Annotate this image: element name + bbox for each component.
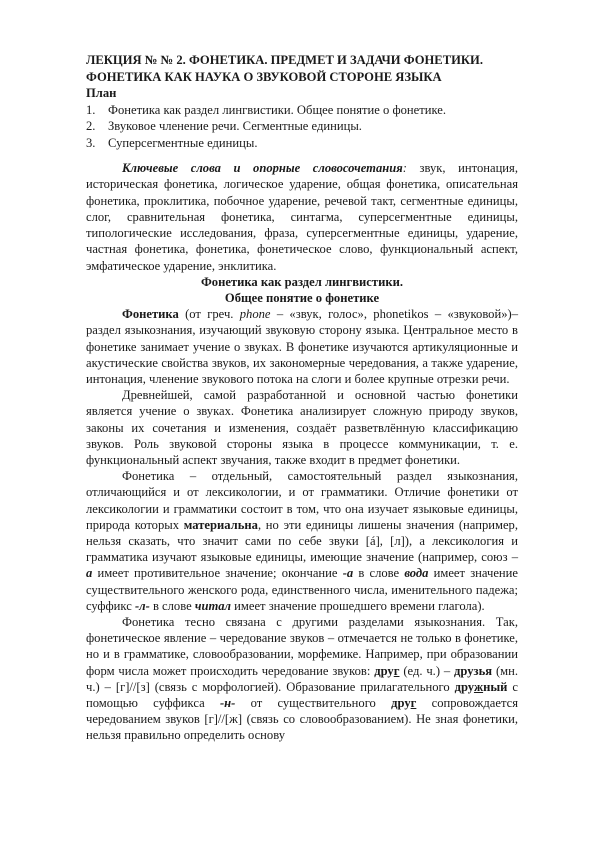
lecture-title-line1: ЛЕКЦИЯ № № 2. ФОНЕТИКА. ПРЕДМЕТ И ЗАДАЧИ ФОНЕТИКИ.: [86, 53, 483, 67]
text-run: (мн. ч.) – [г]//[з] (связь с морфологией). Образование прилагательного: [86, 663, 518, 694]
example-suffix-n: -н-: [219, 695, 236, 710]
example-word-chital: читал: [194, 598, 231, 613]
word-part: ный: [483, 679, 508, 694]
plan-heading: План: [86, 86, 117, 100]
plan-item: [86, 135, 518, 152]
spacer: [86, 151, 518, 160]
word-part: дру: [391, 695, 411, 710]
plan-item-text: Звуковое членение речи. Сегментные единицы.: [108, 119, 362, 134]
example-ending: -а: [342, 566, 354, 581]
text-run: имеет противительное значение; окончание: [92, 566, 343, 581]
example-word-voda: вода: [404, 566, 429, 581]
text-run: имеет значение прошедшего времени глагола).: [231, 598, 485, 613]
plan-item: [86, 102, 518, 119]
document-content: [86, 52, 518, 744]
example-suffix: -л-: [134, 598, 150, 613]
text-run: сопровождается чередованием звуков [г]//[ж] (связь со словообразованием). Не зная фонетики, нельзя правильно определить основу: [86, 695, 518, 743]
text-run: от существительного: [235, 695, 392, 710]
plan-item-number: 2.: [86, 119, 96, 134]
plan-item-text: Суперсегментные единицы.: [108, 135, 258, 150]
text-run: (ед. ч.) –: [399, 663, 455, 678]
word-part-underlined: г: [410, 695, 417, 710]
example-word-druzhny: [455, 680, 508, 694]
text-run: (от греч.: [178, 307, 240, 322]
word-part: дру: [374, 663, 394, 678]
lecture-title-line2: ФОНЕТИКА КАК НАУКА О ЗВУКОВОЙ СТОРОНЕ ЯЗЫКА: [86, 69, 442, 84]
plan-item-number: 3.: [86, 135, 96, 150]
plan-item: [86, 118, 518, 135]
plan-list: [86, 102, 518, 152]
term-phone: phone: [239, 307, 271, 322]
example-word-druzya: друзья: [454, 663, 493, 678]
keywords-text: звук, интонация, историческая фонетика, логическое ударение, общая фонетика, описательная фонетика, проклитика, побочное ударение, речевой такт, сегментные единицы, слог, сравнительная фонетика, синтагма, суперсегментные единицы, типологические исследования, фраза, суперсегментные единицы, ударение, частная фонетика, фонетика, фонетическое слово, функциональный аспект, эмфатическое ударение, энклитика.: [86, 161, 518, 273]
keywords-colon: :: [402, 161, 407, 176]
word-part-underlined: ж: [473, 679, 484, 694]
plan-item-text: Фонетика как раздел лингвистики. Общее понятие о фонетике.: [108, 102, 447, 117]
section-heading: Фонетика как раздел лингвистики.: [200, 274, 404, 289]
subsection-heading: Общее понятие о фонетике: [224, 290, 380, 305]
paragraph-phonetics-definition: [86, 306, 518, 387]
text-run: имеет значение существительного женского рода, единственного числа, именительного падежа; суффикс: [86, 566, 518, 613]
text-run: – «звук, голос», phonetikos – «звуковой»)– раздел языкознания, изучающий звуковую сторону языка. Центральное место в фонетике занимает учение о звуках. В фонетике изучаются артикуляционные и акустические свойства звуков, их закономерные чередования, а также ударение, интонация, членение звукового потока на слоги и более крупные отрезки речи.: [86, 307, 519, 386]
paragraph-sound-study: Древнейшей, самой разработанной и основной частью фонетики является учение о звуках. Фонетика анализирует сложную природу звуков, законы их сочетания и изменения, создаёт разветвлённую классификацию звуков. Роль звуковой стороны языка в процессе коммуникации, т. е. функциональный аспект звучания, также входит в предмет фонетики.: [86, 388, 518, 467]
paragraph-phonetics-relations: [86, 614, 518, 744]
example-conjunction: а: [86, 566, 93, 581]
keywords-paragraph: [86, 160, 518, 273]
text-run: Фонетика – отдельный, самостоятельный раздел языкознания, отличающийся и от лексикологии, и от грамматики. Отличие фонетики от лексикологии и грамматики состоит в том, что она изучает языковые единицы, природа которых: [86, 469, 518, 532]
text-run: в слове: [149, 598, 195, 613]
word-part-underlined: г: [393, 663, 400, 678]
keywords-lead: Ключевые слова и опорные словосочетания: [122, 161, 403, 176]
plan-item-number: 1.: [86, 102, 96, 117]
text-run: , но эти единицы лишены значения (например, нельзя сказать, что значит сами по себе звуки [á], [л]), а лексикология и грамматика изучают языковые единицы, имеющие значение (например, союз –: [86, 517, 518, 565]
example-word-drug-2: [391, 696, 416, 710]
term-phonetics: Фонетика: [122, 307, 179, 322]
example-word-drug: [374, 664, 399, 678]
text-run: с помощью суффикса: [86, 679, 518, 710]
word-part: дру: [454, 679, 474, 694]
text-run: в слове: [353, 566, 405, 581]
text-run: Фонетика тесно связана с другими разделами языкознания. Так, фонетическое явление – чередование звуков – отмечается не только в фонетике, но и в грамматике, словообразовании, морфемике. Например, при образовании форм числа может происходить чередование звуков:: [86, 614, 518, 678]
paragraph-phonetics-distinction: [86, 468, 518, 614]
emphasis-material: материальна: [183, 517, 258, 532]
